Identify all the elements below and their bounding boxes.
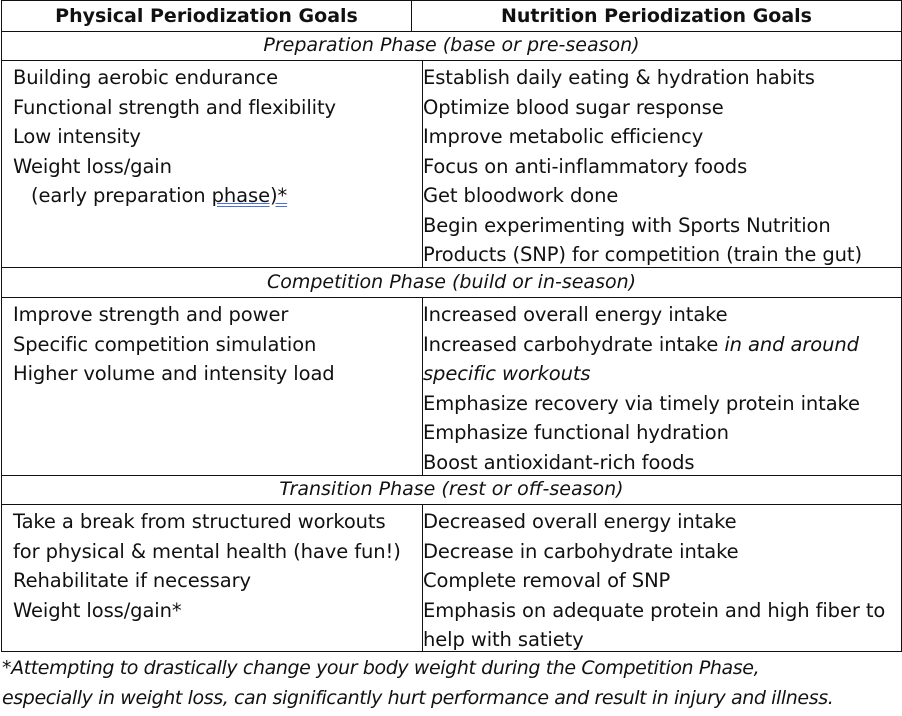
- content-row-transition: [1, 505, 902, 652]
- list-item: Products (SNP) for competition (train the gut): [423, 243, 862, 266]
- list-item: Weight loss/gain*: [13, 598, 182, 622]
- list-item: Higher volume and intensity load: [13, 362, 335, 385]
- physical-goals: [2, 505, 423, 651]
- list-item-text: Increased carbohydrate intake: [423, 332, 725, 356]
- list-item-note: [13, 181, 422, 211]
- list-item: Emphasize functional hydration: [423, 421, 729, 444]
- list-item: Get bloodwork done: [423, 184, 619, 207]
- list-item: Building aerobic endurance: [13, 66, 279, 89]
- list-item: Begin experimenting with Sports Nutrition: [423, 213, 831, 237]
- footnote-line-2: especially in weight loss, can significantly hurt performance and result in injury and illness.: [2, 687, 834, 709]
- list-item: help with satiety: [423, 628, 584, 651]
- list-item: Emphasis on adequate protein and high fiber to: [423, 598, 886, 622]
- emphasis-text: in and around: [724, 332, 859, 356]
- phase-row-competition: [1, 268, 902, 298]
- list-item: Decrease in carbohydrate intake: [423, 539, 739, 563]
- physical-goals: [2, 61, 423, 267]
- list-item: Establish daily eating & hydration habits: [423, 66, 815, 89]
- footnote: [2, 653, 902, 713]
- nutrition-goals: [412, 61, 901, 267]
- spellcheck-underlined-text: phase)*: [211, 184, 288, 207]
- list-item: Emphasize recovery via timely protein intake: [423, 391, 860, 415]
- content-row-competition: [1, 298, 902, 476]
- list-item: Take a break from structured workouts: [13, 510, 386, 533]
- phase-row-transition: [1, 475, 902, 505]
- list-item: Weight loss/gain: [13, 154, 172, 178]
- header-row: [1, 0, 902, 32]
- phase-row-preparation: [1, 31, 902, 61]
- list-item: Low intensity: [13, 125, 141, 148]
- list-item: Optimize blood sugar response: [423, 95, 724, 119]
- list-item: Improve strength and power: [13, 303, 289, 326]
- nutrition-goals: [412, 505, 901, 651]
- list-item: Improve metabolic efficiency: [423, 125, 704, 148]
- list-item: Boost antioxidant-rich foods: [423, 450, 695, 474]
- note-text: (early preparation: [31, 184, 212, 207]
- list-item: Specific competition simulation: [13, 332, 317, 356]
- content-row-preparation: [1, 61, 902, 268]
- list-item: Complete removal of SNP: [423, 569, 671, 592]
- phase-title: Transition Phase (rest or off-season): [279, 478, 624, 500]
- list-item: Rehabilitate if necessary: [13, 569, 251, 592]
- emphasis-text: specific workouts: [423, 362, 591, 385]
- phase-title: Competition Phase (build or in-season): [266, 271, 637, 293]
- phase-title: Preparation Phase (base or pre-season): [263, 34, 640, 56]
- nutrition-goals: [412, 298, 901, 475]
- footnote-line-1: *Attempting to drastically change your body weight during the Competition Phase,: [2, 657, 760, 679]
- physical-goals: [2, 298, 423, 475]
- header-physical: Physical Periodization Goals: [2, 1, 412, 31]
- list-item-continuation: [423, 359, 901, 389]
- header-nutrition: Nutrition Periodization Goals: [500, 5, 812, 27]
- list-item: [423, 330, 901, 360]
- list-item: Focus on anti-inflammatory foods: [423, 154, 748, 178]
- list-item: Decreased overall energy intake: [423, 510, 737, 533]
- list-item: for physical & mental health (have fun!): [13, 539, 401, 563]
- list-item: Increased overall energy intake: [423, 303, 728, 326]
- list-item: Functional strength and flexibility: [13, 95, 336, 119]
